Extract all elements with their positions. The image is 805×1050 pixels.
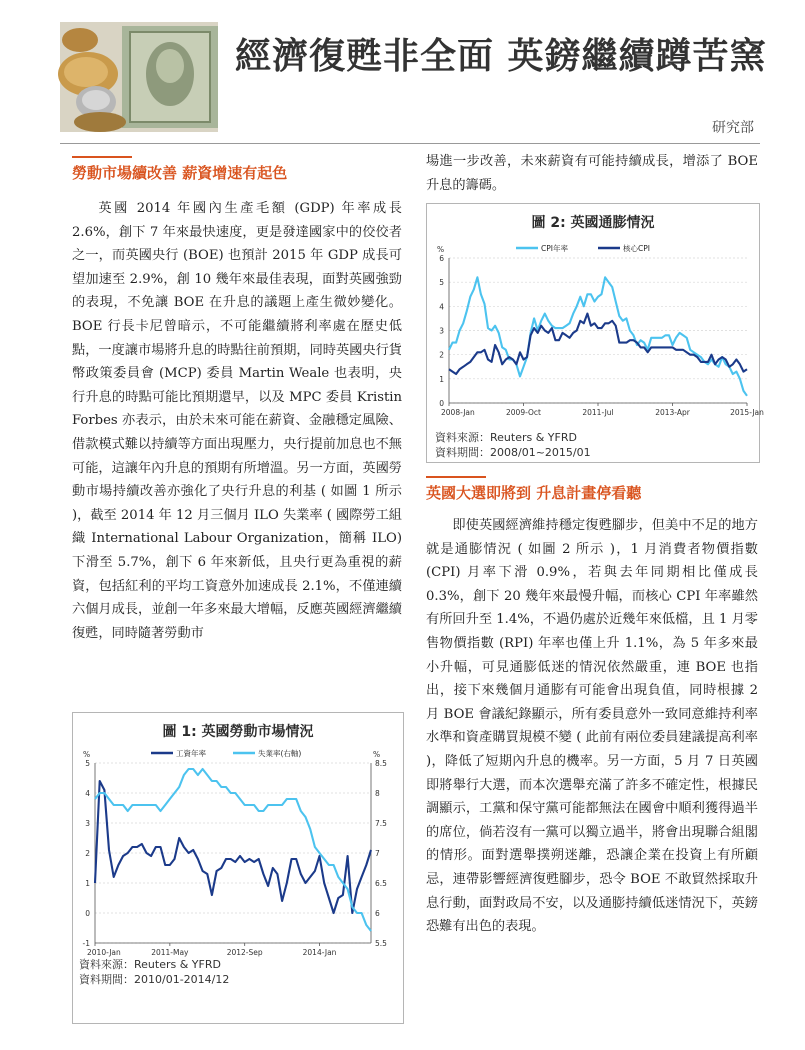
figure2-title: 圖 2: 英國通膨情況	[531, 215, 655, 231]
figure2-source-label: 資料來源：	[435, 431, 490, 444]
figure1-ytick-right-label: 5.5	[375, 939, 387, 948]
figure2-xtick-label: 2008-Jan	[441, 408, 475, 417]
figure1-period-label: 資料期間：	[79, 973, 134, 986]
figure2-xtick-label: 2013-Apr	[655, 408, 690, 417]
figure2-source-value: Reuters & YFRD	[490, 431, 577, 444]
figure2-legend-label: 核心CPI	[623, 244, 650, 253]
money-hero-image	[60, 22, 218, 132]
section1-continuation: 場進一步改善，未來薪資有可能持續成長，增添了 BOE 升息的籌碼。	[426, 154, 758, 193]
figure1-source-label: 資料來源：	[79, 958, 134, 971]
figure1-ytick-label: 1	[85, 879, 90, 888]
figure2	[426, 203, 764, 463]
figure1-title: 圖 1: 英國勞動市場情況	[162, 724, 314, 740]
figure2-ytick-label: 2	[439, 350, 444, 360]
figure2-source	[435, 430, 591, 460]
figure1-ytick-label: 5	[85, 759, 90, 768]
figure2-chart	[427, 230, 764, 426]
figure1-ytick-label: -1	[82, 939, 90, 948]
figure1-ytick-label: 0	[85, 909, 90, 918]
figure2-period-value: 2008/01~2015/01	[490, 446, 591, 459]
figure1-xtick-label: 2014-Jan	[302, 948, 337, 957]
figure1-source-value: Reuters & YFRD	[134, 958, 221, 971]
figure2-xtick-label: 2009-Oct	[506, 408, 541, 417]
section1-heading: 勞動市場續改善 薪資增速有起色	[72, 164, 288, 182]
figure1-ytick-right-label: 6	[375, 909, 380, 918]
figure1-ytick-right-label: 6.5	[375, 879, 387, 888]
figure2-ytick-label: 4	[439, 302, 444, 312]
figure2-period-label: 資料期間：	[435, 446, 490, 459]
figure1-ylabel: %	[83, 750, 91, 759]
author-label: 研究部	[712, 120, 754, 136]
figure2-ytick-label: 3	[439, 326, 444, 336]
figure1-xtick-label: 2012-Sep	[226, 948, 263, 957]
figure1-legend-label: 失業率(右軸)	[258, 749, 302, 758]
figure2-xtick-label: 2015-Jan	[730, 408, 764, 417]
figure2-legend-label: CPI年率	[541, 244, 568, 253]
figure2-series-line	[449, 277, 747, 396]
figure2-ytick-label: 5	[439, 278, 444, 288]
figure1-series-line	[95, 781, 371, 913]
figure2-ytick-label: 0	[439, 399, 444, 408]
figure2-series-line	[449, 314, 747, 374]
figure1-ytick-right-label: 7.5	[375, 819, 387, 828]
figure1-source	[79, 957, 229, 987]
figure2-ylabel: %	[437, 245, 445, 254]
figure1-xtick-label: 2010-Jan	[87, 948, 121, 957]
section1-paragraph: 英國 2014 年國內生產毛額 (GDP) 年率成長 2.6%，創下 7 年來最快速度，更是發達國家中的佼佼者之一，而英國央行 (BOE) 也預計 2015 年 GDP 成長可望加速至 2.9%，創 10 幾年來最佳表現，面對英國強勁的表現，不免讓 BOE 在升息的議題上產生微妙變化。BOE 行長卡尼曾暗示，不可能繼續將利率處在歷史低點，一度讓市場將升息的時點往前預期，同時英國央行貨幣政策委員會 (MCP) 委員 Martin Weale 也表明，央行升息的時點可能比預期還早，以及 MPC 委員 Kristin Forbes 亦表示，由於未來可能在薪資、金融穩定風險、借款模式難以持續等方面出現壓力，央行提前加息也不無可能，這讓年內升息的預期有所增溫。另一方面，英國勞動市場持續改善亦強化了央行升息的利基 ( 如圖 1 所示 )，截至 2014 年 12 月三個月 ILO 失業率 ( 國際勞工組織 International Labour Organization，簡稱 ILO) 下滑至 5.7%，創下 6 年來新低，且央行更為重視的薪資，包括紅利的平均工資意外加速成長 2.1%，不僅連續六個月成長，並創一年多來最大增幅，反應英國經濟繼續復甦，同時隨著勞動市	[72, 201, 402, 641]
figure1-chart	[73, 741, 403, 961]
figure2-ytick-label: 6	[439, 254, 444, 263]
figure2-xtick-label: 2011-Jul	[582, 408, 614, 417]
page-title: 經濟復甦非全面 英鎊繼續蹲苦窯	[235, 36, 767, 77]
figure1-ytick-label: 4	[85, 789, 90, 798]
figure1-xtick-label: 2011-May	[151, 948, 189, 957]
section2-heading: 英國大選即將到 升息計畫停看聽	[426, 484, 642, 502]
figure1-ytick-label: 2	[85, 849, 90, 858]
figure1-ytick-label: 3	[85, 819, 90, 828]
header-divider	[60, 143, 760, 144]
figure1-legend-label: 工資年率	[176, 749, 206, 758]
figure1-ytick-right-label: 7	[375, 849, 380, 858]
figure1-ytick-right-label: 8.5	[375, 759, 387, 768]
figure1	[72, 712, 404, 1024]
figure1-period-value: 2010/01-2014/12	[134, 973, 230, 986]
figure1-ytick-right-label: 8	[375, 789, 380, 798]
section2-paragraph: 即使英國經濟維持穩定復甦腳步，但美中不足的地方就是通膨情況 ( 如圖 2 所示 )，1 月消費者物價指數 (CPI) 月率下滑 0.9%，若與去年同期相比僅成長 0.3%，創下 20 幾年來最慢升幅，而核心 CPI 年率雖然有所回升至 1.4%，不過仍處於近幾年來低檔，且 1 月零售物價指數 (RPI) 年率也僅上升 1.1%，為 5 年多來最小升幅，可見通膨低迷的情況依然嚴重，連 BOE 也指出，接下來幾個月通膨有可能會出現負值，同時根據 2 月 BOE 會議紀錄顯示，所有委員意外一致同意維持利率水準和資產購買規模不變 ( 此前有兩位委員建議提高利率 )，降低了短期內升息的機率。另一方面，5 月 7 日英國即將舉行大選，而本次選舉充滿了許多不確定性，根據民調顯示，工黨和保守黨可能都無法在國會中順利獲得過半的席位，倘若沒有一黨可以獨立過半，將會出現聯合組閣的情形。面對選舉撲朔迷離，恐讓企業在投資上有所顧忌，連帶影響經濟復甦腳步，恐令 BOE 不敢貿然採取升息行動，面對政局不安，以及通膨持續低迷情況下，英鎊恐難有出色的表現。	[426, 518, 758, 935]
figure1-ylabel-right: %	[373, 750, 381, 759]
figure2-ytick-label: 1	[439, 374, 444, 384]
